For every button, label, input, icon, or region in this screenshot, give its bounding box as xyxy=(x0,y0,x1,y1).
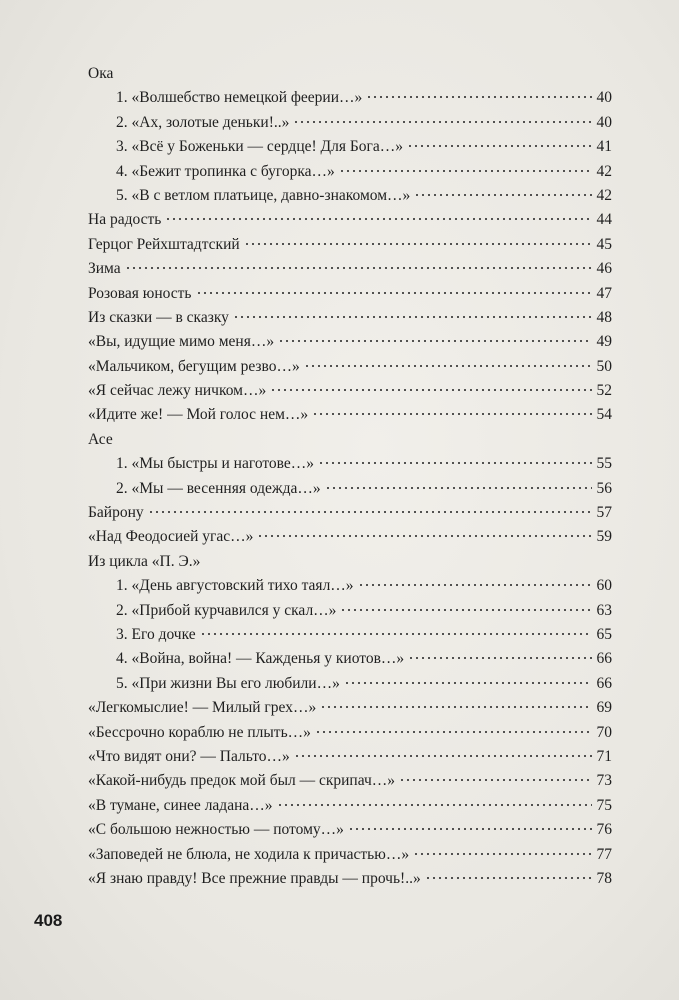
toc-entry xyxy=(88,135,612,159)
toc-entry-page: 48 xyxy=(596,308,612,326)
dot-leader xyxy=(304,365,592,367)
toc-entry-page: 52 xyxy=(596,382,612,400)
toc-entry-page: 42 xyxy=(596,162,612,180)
dot-leader xyxy=(196,292,593,294)
toc-entry-title: Байрону xyxy=(88,504,144,522)
toc-entry-title: 1. «Мы быстры и наготове…» xyxy=(116,455,315,473)
toc-entry xyxy=(88,477,612,501)
toc-entry-page: 42 xyxy=(596,186,612,204)
toc-entry xyxy=(88,672,612,696)
toc-entry-title: 2. «Ах, золотые деньки!..» xyxy=(116,113,290,131)
toc-entry-page: 49 xyxy=(596,333,612,351)
toc-entry xyxy=(88,428,612,452)
toc-entry-title: «Я знаю правду! Все прежние правды — прочь!..» xyxy=(88,869,421,887)
toc-entry-title: Из цикла «П. Э.» xyxy=(88,552,201,570)
toc-entry-title: 5. «В с ветлом платьице, давно-знакомом…» xyxy=(116,186,411,204)
toc-entry-title: 2. «Прибой курчавился у скал…» xyxy=(116,601,337,619)
toc-entry xyxy=(88,208,612,232)
page-number: 408 xyxy=(34,911,63,930)
toc-entry xyxy=(88,769,612,793)
toc-entry-title: «Я сейчас лежу ничком…» xyxy=(88,382,267,400)
table-of-contents xyxy=(88,62,612,891)
toc-entry-page: 40 xyxy=(596,89,612,107)
dot-leader xyxy=(414,194,592,196)
toc-entry xyxy=(88,379,612,403)
toc-entry-page: 77 xyxy=(596,845,612,863)
toc-entry-title: 4. «Война, война! — Кажденья у киотов…» xyxy=(116,650,405,668)
toc-entry xyxy=(88,403,612,427)
toc-entry-title: 1. «День августовский тихо таял…» xyxy=(116,577,354,595)
toc-entry-page: 57 xyxy=(596,504,612,522)
toc-entry-page: 40 xyxy=(596,113,612,131)
dot-leader xyxy=(233,316,592,318)
toc-entry-page: 59 xyxy=(596,528,612,546)
dot-leader xyxy=(339,170,592,172)
dot-leader xyxy=(200,633,592,635)
dot-leader xyxy=(125,267,592,269)
toc-entry-title: 5. «При жизни Вы его любили…» xyxy=(116,674,340,692)
toc-entry-page: 71 xyxy=(596,747,612,765)
toc-entry-title: 3. Его дочке xyxy=(116,625,196,643)
toc-entry-title: «В тумане, синее ладана…» xyxy=(88,796,273,814)
dot-leader xyxy=(270,389,592,391)
toc-entry-title: «Какой-нибудь предок мой был — скрипач…» xyxy=(88,772,396,790)
toc-entry-title: Зима xyxy=(88,260,121,278)
toc-entry xyxy=(88,818,612,842)
dot-leader xyxy=(277,804,593,806)
toc-entry-title: 3. «Всё у Боженьки — сердце! Для Бога…» xyxy=(116,138,403,156)
dot-leader xyxy=(320,706,592,708)
dot-leader xyxy=(278,340,592,342)
toc-entry-page: 63 xyxy=(596,601,612,619)
toc-entry-page: 66 xyxy=(596,650,612,668)
toc-entry-title: «Идите же! — Мой голос нем…» xyxy=(88,406,309,424)
toc-entry-title: 1. «Волшебство немецкой феерии…» xyxy=(116,89,363,107)
toc-entry-page: 47 xyxy=(596,284,612,302)
toc-entry-page: 50 xyxy=(596,357,612,375)
toc-entry xyxy=(88,647,612,671)
toc-entry xyxy=(88,233,612,257)
toc-entry-page: 69 xyxy=(596,699,612,717)
toc-entry xyxy=(88,696,612,720)
toc-entry-page: 46 xyxy=(596,260,612,278)
toc-entry-title: Ока xyxy=(88,65,114,82)
toc-entry-title: «С большою нежностью — потому…» xyxy=(88,821,344,839)
toc-entry xyxy=(88,623,612,647)
toc-entry-title: Асе xyxy=(88,430,113,448)
toc-entry xyxy=(88,721,612,745)
dot-leader xyxy=(244,243,592,245)
toc-entry xyxy=(88,574,612,598)
toc-entry-page: 55 xyxy=(596,455,612,473)
dot-leader xyxy=(315,731,592,733)
toc-entry xyxy=(88,111,612,135)
toc-entry-page: 66 xyxy=(596,674,612,692)
dot-leader xyxy=(413,853,592,855)
toc-entry-title: Герцог Рейхштадтский xyxy=(88,235,240,253)
toc-entry xyxy=(88,501,612,525)
dot-leader xyxy=(165,218,592,220)
toc-entry-page: 78 xyxy=(596,869,612,887)
dot-leader xyxy=(340,609,592,611)
toc-entry-title: «Бессрочно кораблю не плыть…» xyxy=(88,723,311,741)
toc-entry-page: 70 xyxy=(596,723,612,741)
dot-leader xyxy=(148,511,592,513)
toc-entry xyxy=(88,525,612,549)
dot-leader xyxy=(408,657,592,659)
toc-entry-page: 65 xyxy=(596,625,612,643)
toc-entry-title: «Над Феодосией угас…» xyxy=(88,528,254,546)
toc-entry-page: 41 xyxy=(596,138,612,156)
dot-leader xyxy=(293,121,592,123)
toc-entry xyxy=(88,330,612,354)
toc-entry xyxy=(88,257,612,281)
toc-entry xyxy=(88,184,612,208)
dot-leader xyxy=(366,96,592,98)
toc-entry xyxy=(88,282,612,306)
dot-leader xyxy=(294,755,592,757)
toc-entry-title: «Заповедей не блюла, не ходила к причастью…» xyxy=(88,845,410,863)
toc-entry xyxy=(88,745,612,769)
toc-entry-page: 44 xyxy=(596,211,612,229)
toc-entry-page: 75 xyxy=(596,796,612,814)
toc-entry-page: 56 xyxy=(596,479,612,497)
toc-entry-title: «Мальчиком, бегущим резво…» xyxy=(88,357,300,375)
toc-entry-title: «Легкомыслие! — Милый грех…» xyxy=(88,699,317,717)
toc-entry-title: Из сказки — в сказку xyxy=(88,308,229,326)
toc-entry xyxy=(88,306,612,330)
dot-leader xyxy=(312,413,592,415)
toc-entry xyxy=(88,452,612,476)
toc-entry xyxy=(88,86,612,110)
dot-leader xyxy=(318,462,592,464)
toc-entry-title: На радость xyxy=(88,211,162,229)
dot-leader xyxy=(425,877,592,879)
toc-entry xyxy=(88,599,612,623)
toc-entry-title: Розовая юность xyxy=(88,284,192,302)
toc-entry-page: 73 xyxy=(596,772,612,790)
toc-entry xyxy=(88,62,612,86)
toc-entry-page: 54 xyxy=(596,406,612,424)
toc-entry-title: 2. «Мы — весенняя одежда…» xyxy=(116,479,321,497)
toc-entry xyxy=(88,794,612,818)
toc-entry xyxy=(88,355,612,379)
toc-entry xyxy=(88,550,612,574)
dot-leader xyxy=(407,145,592,147)
toc-entry xyxy=(88,843,612,867)
toc-entry-page: 60 xyxy=(596,577,612,595)
toc-entry-title: 4. «Бежит тропинка с бугорка…» xyxy=(116,162,335,180)
dot-leader xyxy=(358,584,592,586)
toc-entry-title: «Что видят они? — Пальто…» xyxy=(88,747,290,765)
dot-leader xyxy=(257,535,592,537)
dot-leader xyxy=(348,828,592,830)
toc-entry xyxy=(88,867,612,891)
dot-leader xyxy=(325,487,592,489)
dot-leader xyxy=(399,779,592,781)
dot-leader xyxy=(344,682,592,684)
toc-entry-title: «Вы, идущие мимо меня…» xyxy=(88,333,275,351)
toc-entry-page: 76 xyxy=(596,821,612,839)
toc-entry xyxy=(88,160,612,184)
toc-entry-page: 45 xyxy=(596,235,612,253)
